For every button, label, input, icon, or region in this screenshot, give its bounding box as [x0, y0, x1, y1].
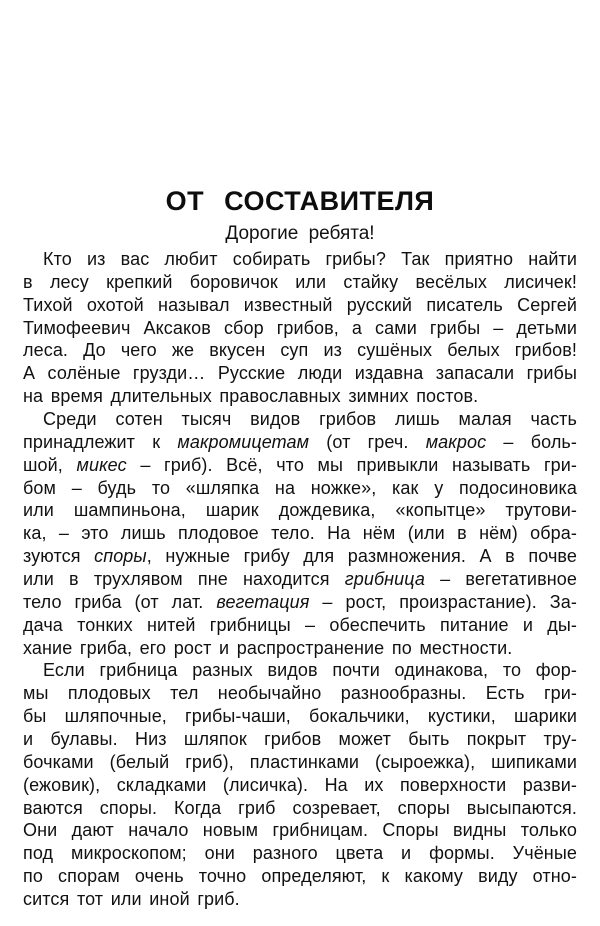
- text-run: на время длительных православных зимних постов.: [23, 386, 479, 407]
- text-run: Если грибница разных видов почти одинакова, то фор-: [43, 660, 577, 681]
- text-run: дача тонких нитей грибницы – обеспечить питание и ды-: [23, 614, 577, 635]
- text-line: [23, 499, 577, 522]
- salutation: Дорогие ребята!: [225, 223, 375, 244]
- text-line: [23, 454, 577, 477]
- text-line: [23, 248, 577, 271]
- text-run: тело гриба (от лат.: [23, 591, 217, 612]
- text-line: [23, 477, 577, 500]
- text-line: [23, 591, 577, 614]
- text-line: [23, 797, 577, 820]
- text-run: леса. До чего же вкусен суп из сушёных белых грибов!: [23, 340, 577, 361]
- text-run: – боль-: [486, 431, 577, 452]
- body-text: [23, 248, 577, 911]
- text-run: – вегетативное: [425, 569, 577, 590]
- text-line: [23, 865, 577, 888]
- text-run: бы шляпочные, грибы-чаши, бокальчики, кустики, шарики: [23, 706, 577, 727]
- text-line: [23, 682, 577, 705]
- text-run: бом – будь то «шляпка на ножке», как у подосиновика: [23, 477, 577, 498]
- text-run: Среди сотен тысяч видов грибов лишь малая часть: [43, 409, 577, 430]
- text-run: зуются: [23, 546, 95, 567]
- italic-term: споры: [94, 546, 147, 567]
- text-run: ваются споры. Когда гриб созревает, споры высыпаются.: [23, 797, 577, 818]
- text-run: (ежовик), складками (лисичка). На их поверхности разви-: [23, 774, 577, 795]
- text-line: [23, 728, 577, 751]
- text-line: [23, 294, 577, 317]
- text-run: или в трухлявом пне находится: [23, 569, 345, 590]
- text-line: [23, 385, 577, 408]
- text-run: в лесу крепкий боровичок или стайку весёлых лисичек!: [23, 271, 577, 292]
- text-line: [23, 317, 577, 340]
- text-run: – гриб). Всё, что мы привыкли называть гри-: [126, 454, 577, 475]
- text-line: [23, 271, 577, 294]
- text-run: А солёные грузди… Русские люди издавна запасали грибы: [23, 363, 577, 384]
- text-line: [23, 705, 577, 728]
- text-run: бочками (белый гриб), пластинками (сыроежка), шипиками: [23, 751, 577, 772]
- italic-term: грибница: [344, 569, 425, 590]
- text-line: [23, 545, 577, 568]
- text-line: [23, 751, 577, 774]
- text-line: [23, 659, 577, 682]
- text-run: Тимофеевич Аксаков сбор грибов, а сами грибы – детьми: [23, 317, 577, 338]
- italic-term: вегетация: [216, 591, 310, 612]
- text-run: сится тот или иной гриб.: [23, 889, 240, 910]
- text-line: [23, 614, 577, 637]
- italic-term: микес: [76, 454, 127, 475]
- text-run: Кто из вас любит собирать грибы? Так приятно найти: [43, 249, 577, 269]
- text-run: , нужные грибу для размножения. А в почве: [146, 546, 577, 567]
- text-line: [23, 842, 577, 865]
- text-line: [23, 637, 577, 660]
- text-line: [23, 774, 577, 797]
- text-run: Тихой охотой называл известный русский писатель Сергей: [23, 294, 577, 315]
- text-run: (от греч.: [309, 431, 426, 452]
- text-line: [23, 431, 577, 454]
- page-title: ОТ СОСТАВИТЕЛЯ: [165, 186, 435, 216]
- text-line: [23, 408, 577, 431]
- text-run: под микроскопом; они разного цвета и формы. Учёные: [23, 843, 577, 864]
- text-line: [23, 819, 577, 842]
- text-run: или шампиньона, шарик дождевика, «копытце» трутови-: [23, 500, 577, 521]
- text-run: – рост, произрастание). За-: [309, 591, 577, 612]
- text-run: и булавы. Низ шляпок грибов может быть покрыт тру-: [23, 729, 577, 750]
- text-run: принадлежит к: [23, 431, 178, 452]
- text-line: [23, 339, 577, 362]
- text-line: [23, 522, 577, 545]
- text-run: хание гриба, его рост и распространение по местности.: [23, 637, 513, 658]
- text-line: [23, 888, 577, 911]
- text-line: [23, 568, 577, 591]
- italic-term: макромицетам: [177, 431, 310, 452]
- text-line: [23, 362, 577, 385]
- text-run: мы плодовых тел необычайно разнообразны. Есть гри-: [23, 683, 577, 704]
- text-run: шой,: [23, 454, 77, 475]
- italic-term: макрос: [425, 431, 487, 452]
- text-run: по спорам очень точно определяют, к какому виду отно-: [23, 866, 577, 887]
- text-run: Они дают начало новым грибницам. Споры видны только: [23, 820, 577, 841]
- text-run: ка, – это лишь плодовое тело. На нём (или в нём) обра-: [23, 523, 577, 544]
